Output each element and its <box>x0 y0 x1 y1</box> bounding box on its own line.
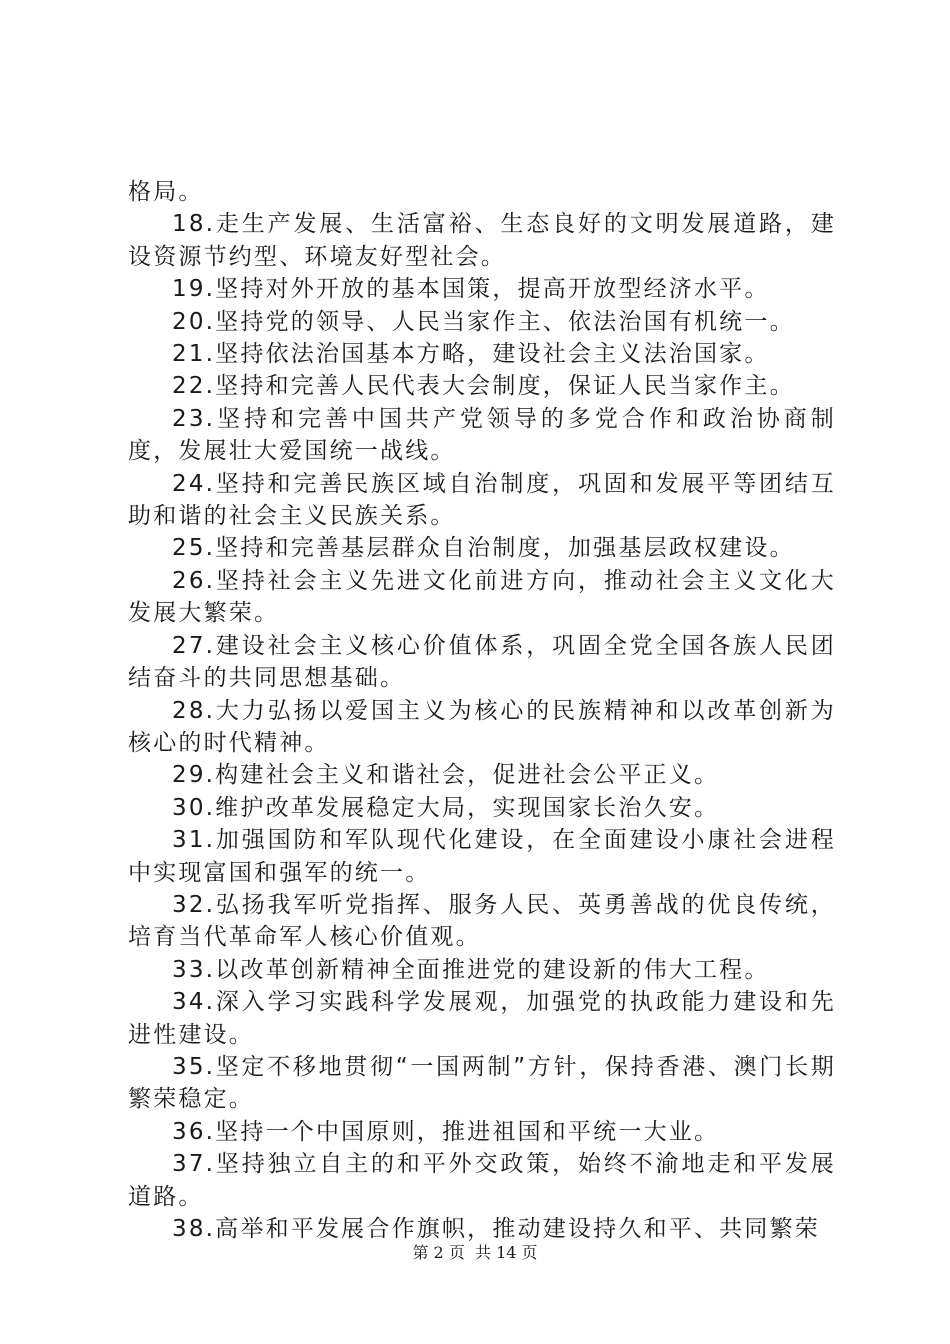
list-item-35: 35.坚定不移地贯彻“一国两制”方针，保持香港、澳门长期繁荣稳定。 <box>128 1053 836 1113</box>
list-item-26: 26.坚持社会主义先进文化前进方向，推动社会主义文化大发展大繁荣。 <box>128 567 836 627</box>
page-footer <box>0 1242 950 1264</box>
list-item-24: 24.坚持和完善民族区域自治制度，巩固和发展平等团结互助和谐的社会主义民族关系。 <box>128 470 836 530</box>
list-item-18: 18.走生产发展、生活富裕、生态良好的文明发展道路，建设资源节约型、环境友好型社会。 <box>128 211 836 270</box>
list-item-38: 38.高举和平发展合作旗帜，推动建设持久和平、共同繁荣 <box>172 1216 820 1242</box>
list-item-23: 23.坚持和完善中国共产党领导的多党合作和政治协商制度，发展壮大爱国统一战线。 <box>128 405 836 465</box>
list-item-19: 19.坚持对外开放的基本国策，提高开放型经济水平。 <box>172 276 770 303</box>
list-item-32: 32.弘扬我军听党指挥、服务人民、英勇善战的优良传统，培育当代革命军人核心价值观。 <box>128 891 836 951</box>
list-item-25: 25.坚持和完善基层群众自治制度，加强基层政权建设。 <box>172 535 795 562</box>
list-item-21: 21.坚持依法治国基本方略，建设社会主义法治国家。 <box>172 341 770 368</box>
list-item-37: 37.坚持独立自主的和平外交政策，始终不渝地走和平发展道路。 <box>128 1151 836 1210</box>
list-item-30: 30.维护改革发展稳定大局，实现国家长治久安。 <box>172 794 720 821</box>
list-item-29: 29.构建社会主义和谐社会，促进社会公平正义。 <box>172 762 720 789</box>
list-item-34: 34.深入学习实践科学发展观，加强党的执政能力建设和先进性建设。 <box>128 989 836 1048</box>
list-item-27: 27.建设社会主义核心价值体系，巩固全党全国各族人民团结奋斗的共同思想基础。 <box>128 632 836 692</box>
list-item-28: 28.大力弘扬以爱国主义为核心的民族精神和以改革创新为核心的时代精神。 <box>128 697 836 756</box>
list-item-33: 33.以改革创新精神全面推进党的建设新的伟大工程。 <box>172 956 770 983</box>
list-item-31: 31.加强国防和军队现代化建设，在全面建设小康社会进程中实现富国和强军的统一。 <box>128 827 836 886</box>
list-item-20: 20.坚持党的领导、人民当家作主、依法治国有机统一。 <box>172 308 795 335</box>
document-body <box>128 176 836 1245</box>
list-item-36: 36.坚持一个中国原则，推进祖国和平统一大业。 <box>172 1118 720 1145</box>
list-item-22: 22.坚持和完善人民代表大会制度，保证人民当家作主。 <box>172 373 795 400</box>
paragraph-continuation: 格局。 <box>128 179 204 205</box>
page-number-label: 第 2 页 共 14 页 <box>412 1243 538 1262</box>
